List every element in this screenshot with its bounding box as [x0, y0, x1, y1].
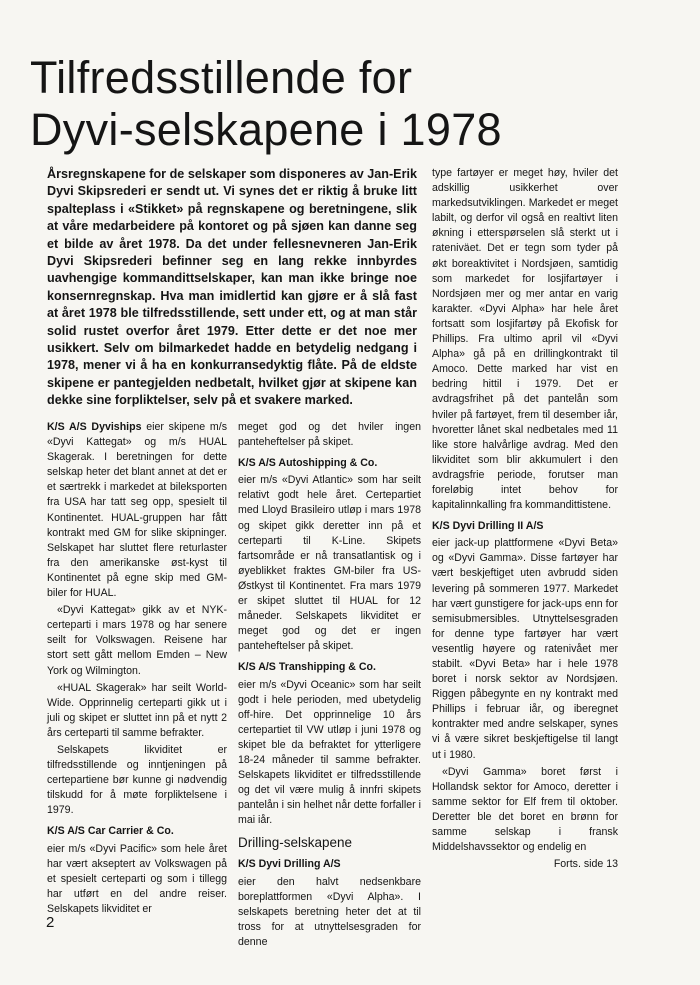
paragraph: «Dyvi Kattegat» gikk av et NYK-certeparti i mars 1978 og har senere seilt for Volkswagen. Reisene har stort sett gått mellom Emden – New York og Wilmington.: [47, 604, 227, 677]
paragraph: eier m/s «Dyvi Pacific» som hele året har vært akseptert av Volkswagen på et spesielt certeparti og som i tillegg har utført en del andre reiser. Selskapets likviditet er: [47, 842, 227, 915]
paragraph: eier den halvt nedsenkbare boreplattformen «Dyvi Alpha». I selskapets beretning heter det at til tross for at utnyttelsesgraden for denne: [238, 875, 421, 948]
paragraph: eier m/s «Dyvi Atlantic» som har seilt relativt godt hele året. Certepartiet med Lloyd Brasileiro utløp i mars 1978 og skipet gikk deretter inn på et certeparti til K-Line. Skipets fartsområde er nå transatlantisk og i øyeblikket fraktes GM-biler fra US-Østkyst til Kontinentet. Fra mars 1979 er skipet sluttet til HUAL for 12 måneder. Selskapets likviditet er meget god og det er ingen panteheftelser på skipet.: [238, 474, 421, 653]
article-lead: Årsregnskapene for de selskaper som disponeres av Jan-Erik Dyvi Skipsrederi er sendt ut. Vi synes det er riktig å bruke litt spalteplass i «Stikket» på regnskapene og beretningene, slik at våre medarbeidere på kontoret og på sjøen kan danne seg et bilde av året 1978. Da det under fellesnevneren Jan-Erik Dyvi Skipsrederi befinner seg en lang rekke innbyrdes uavhengige kommandittselskaper, kan man ikke bringe noe konsernregnskap. Hva man imidlertid kan gjøre er å slå fast at året 1978 ble tilfredsstillende, sett under ett, og at man står solid rustet overfor året 1979. Etter dette er det noe mer usikkert. Selv om bilmarkedet hadde en betydelig nedgang i 1978, mener vi å ha en konkurransedyktig flåte. På de eldste skipene er pantegjelden nedbetalt, hvilket gjør at skipene kan dekke sine forpliktelser, selv på et svakere marked.: [47, 167, 417, 408]
title-line-2: Dyvi-selskapene i 1978: [30, 104, 502, 155]
continued-note: Forts. side 13: [553, 858, 618, 871]
subheading: K/S A/S Autoshipping & Co.: [238, 457, 378, 470]
title-line-1: Tilfredsstillende for: [30, 52, 413, 103]
subheading: K/S A/S Car Carrier & Co.: [47, 825, 174, 838]
page-number: 2: [46, 914, 55, 931]
paragraph: type fartøyer er meget høy, hviler det adskillig usikkerhet over markedsutviklingen. Markedet er meget labilt, og derfor vil også en realtivt liten økning i etterspørselen slå sterkt ut i rateniväet. Det er tegn som tyder på økt boreaktivitet i Nordsjøen, samtidig som markedet for losjifartøyer i Nordsjøen mer og mer antar en varig karakter. «Dyvi Alpha» har hele året fortsatt som losjifartøy på Ekofisk for Phillips. Fra ultimo april vil «Dyvi Alpha» gå på en drillingkontrakt til Amoco. Dette marked har vist en bedring hittil i 1979. Det er avdragsfrihet på det pantelån som hviler på fartøyet, frem til desember iår, hvoretter lånet skal nedbetales med 11 like store halvårlige avdrag. Med den likviditet som blir akkumulert i den avdragsfrie periode, forutser man foreløbig intet behov for kapitalinnkalling fra kommandittistene.: [432, 167, 618, 512]
paragraph: eier m/s «Dyvi Oceanic» som har seilt godt i hele perioden, med ubetydelig off-hire. Det opprinnelige 10 års certepartiet til VW utløp i juni 1978 og skipet ble da befraktet for ytterligere 18-24 måneder til samme befrakter. Selskapets likviditet er tilfredsstillende og det vil være mulig å innfri skipets pantelån i sin helhet når dette forfaller i mai iår.: [238, 678, 421, 827]
article-title: [30, 52, 650, 156]
column-2: [238, 420, 421, 952]
paragraph: Selskapets likviditet er tilfredsstillende og inntjeningen på certepartiene bør kunne gi nødvendig tilskudd for å møte forpliktelsene i 1979.: [47, 743, 227, 817]
column-1: [47, 420, 227, 919]
subheading: K/S A/S Dyviships: [47, 421, 142, 433]
paragraph: «Dyvi Gamma» boret først i Hollandsk sektor for Amoco, deretter i samme sektor for Elf frem til oktober. Deretter ble det boret en brønn for samme selskap i fransk Middelshavssektor og endelig en: [432, 765, 618, 854]
paragraph: [47, 420, 227, 601]
paragraph: «HUAL Skagerak» har seilt World-Wide. Opprinnelig certeparti gikk ut i juli og skipet er sluttet inn på et nytt 2 års certeparti til samme befrakter.: [47, 681, 227, 739]
subheading: K/S Dyvi Drilling A/S: [238, 858, 341, 871]
subheading: K/S Dyvi Drilling II A/S: [432, 520, 544, 533]
paragraph: meget god og det hviler ingen panteheftelser på skipet.: [238, 421, 421, 449]
paragraph: eier jack-up plattformene «Dyvi Beta» og «Dyvi Gamma». Disse fartøyer har vært beskjeftiget uten avbrudd siden levering på sommeren 1977. Markedet har vært gunstigere for jack-ups enn for semisubmersibles. Utnyttelsesgraden for denne type fartøyer har vært vesentlig høyere og ratenivået mer stabilt. «Dyvi Beta» har i hele 1978 boret i norsk sektor av Nordsjøen. Riggen påbegynte en ny kontrakt med Phillips i februar iår, og iberegnet kontrakter med andre selskaper, synes vi å være sikret beskjeftigelse til langt ut i 1980.: [432, 537, 618, 761]
column-3: [432, 166, 618, 874]
subheading: K/S A/S Transhipping & Co.: [238, 661, 376, 674]
section-heading: Drilling-selskapene: [238, 835, 353, 851]
paragraph-text: eier skipene m/s «Dyvi Kattegat» og m/s HUAL Skagerak. I beretningen for dette selskap heter det blant annet at det er et særtrekk i markedet at bileksporten fra USA har tatt seg opp, spesielt til Kontinentet. HUAL-gruppen har fått kontrakt med GM for slike skipninger. Selskapet har sluttet flere returlaster fra den amerikanske øst-kyst til Kontinentet på egne skip med GM-biler for HUAL.: [47, 421, 227, 600]
